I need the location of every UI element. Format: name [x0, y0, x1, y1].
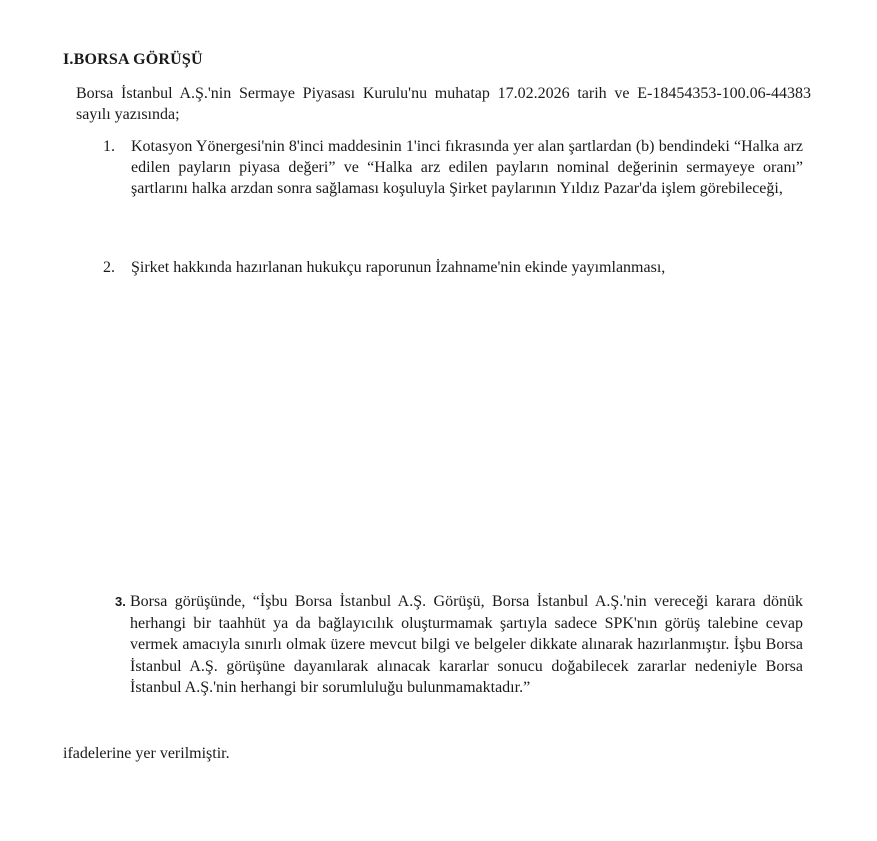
list-item: [103, 257, 803, 278]
list-item-text: Kotasyon Yönergesi'nin 8'inci maddesinin 1'inci fıkrasında yer alan şartlardan (b) bendindeki “Halka arz edilen payların piyasa değeri” ve “Halka arz edilen payların nominal değerinin sermayeye oranı” şartlarını halka arzdan sonra sağlaması koşuluyla Şirket paylarının Yıldız Pazar'da işlem görebileceği,: [131, 138, 803, 197]
list-item-number: 2.: [103, 259, 115, 276]
list-item: [103, 136, 803, 199]
list-item-number: 1.: [103, 138, 115, 155]
intro-paragraph: Borsa İstanbul A.Ş.'nin Sermaye Piyasası Kurulu'nu muhatap 17.02.2026 tarih ve E-18454353-100.06-44383 sayılı yazısında;: [76, 85, 811, 123]
list-item-text: Borsa görüşünde, “İşbu Borsa İstanbul A.Ş. Görüşü, Borsa İstanbul A.Ş.'nin vereceği karara dönük herhangi bir taahhüt ya da bağlayıcılık oluşturmamak şartıyla sadece SPK'nın görüş talebine cevap vermek amacıyla sınırlı olmak üzere mevcut bilgi ve belgeler dikkate alınarak hazırlanmıştır. İşbu Borsa İstanbul A.Ş. görüşüne dayanılarak alınacak kararlar sonucu doğabilecek zararlar nedeniyle Borsa İstanbul A.Ş.'nin herhangi bir sorumluluğu bulunmamaktadır.”: [130, 593, 803, 696]
list-item: [115, 591, 803, 699]
list-item-text: Şirket hakkında hazırlanan hukukçu raporunun İzahname'nin ekinde yayımlanması,: [131, 259, 666, 276]
list-item-number: 3.: [115, 594, 126, 609]
section-heading: I.BORSA GÖRÜŞÜ: [63, 51, 203, 68]
closing-text: ifadelerine yer verilmiştir.: [63, 745, 230, 762]
